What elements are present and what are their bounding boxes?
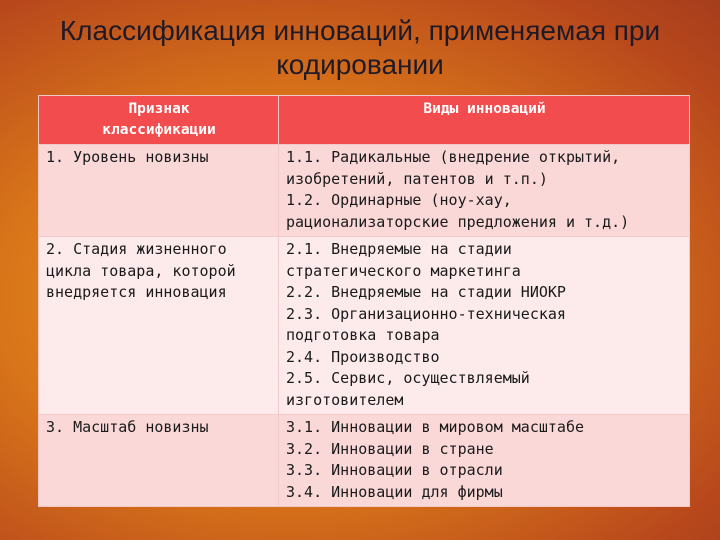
type-line: изготовителем xyxy=(286,390,404,409)
criterion-line: 3. Масштаб новизны xyxy=(46,418,209,436)
header-criterion-line-1: Признак xyxy=(128,101,190,117)
type-line: 2.4. Производство xyxy=(286,347,440,366)
type-line: рационализаторские предложения и т.д.) xyxy=(286,212,630,231)
criterion-cell xyxy=(39,145,279,237)
classification-table xyxy=(38,95,690,507)
type-line: изобретений, патентов и т.п.) xyxy=(286,169,548,188)
type-line: 2.2. Внедряемые на стадии НИОКР xyxy=(286,283,566,301)
type-line: 3.2. Инновации в стране xyxy=(286,439,494,458)
table-header-row xyxy=(39,96,690,145)
header-innovation-types xyxy=(279,96,690,145)
slide-title-line-1: Классификация инноваций, применяемая при xyxy=(59,15,661,46)
type-line: 3.4. Инновации для фирмы xyxy=(286,482,503,501)
header-classification-criterion xyxy=(39,96,279,145)
criterion-cell xyxy=(39,415,279,507)
type-line: 3.3. Инновации в отрасли xyxy=(286,461,503,479)
types-cell xyxy=(279,145,690,237)
header-types-line: Виды инноваций xyxy=(423,101,546,117)
type-line: стратегического маркетинга xyxy=(286,261,521,280)
type-line: 1.2. Ординарные (ноу-хау, xyxy=(286,191,512,209)
criterion-cell xyxy=(39,237,279,415)
criterion-line: цикла товара, которой xyxy=(46,261,236,280)
table-row-novelty-level xyxy=(39,145,690,237)
types-cell xyxy=(279,415,690,507)
criterion-line: внедряется инновация xyxy=(46,283,227,301)
types-cell xyxy=(279,237,690,415)
table-row-lifecycle-stage xyxy=(39,237,690,415)
type-line: 3.1. Инновации в мировом масштабе xyxy=(286,418,585,436)
type-line: 1.1. Радикальные (внедрение открытий, xyxy=(286,148,621,166)
table-row-novelty-scale xyxy=(39,415,690,507)
header-criterion-line-2: классификации xyxy=(102,122,216,138)
slide-title-line-2: кодировании xyxy=(276,49,444,80)
type-line: 2.5. Сервис, осуществляемый xyxy=(286,369,530,387)
slide-title xyxy=(0,14,720,82)
criterion-line: 1. Уровень новизны xyxy=(46,148,209,166)
criterion-line: 2. Стадия жизненного xyxy=(46,240,227,258)
type-line: 2.3. Организационно-техническая xyxy=(286,304,566,323)
type-line: подготовка товара xyxy=(286,326,440,344)
type-line: 2.1. Внедряемые на стадии xyxy=(286,240,512,258)
